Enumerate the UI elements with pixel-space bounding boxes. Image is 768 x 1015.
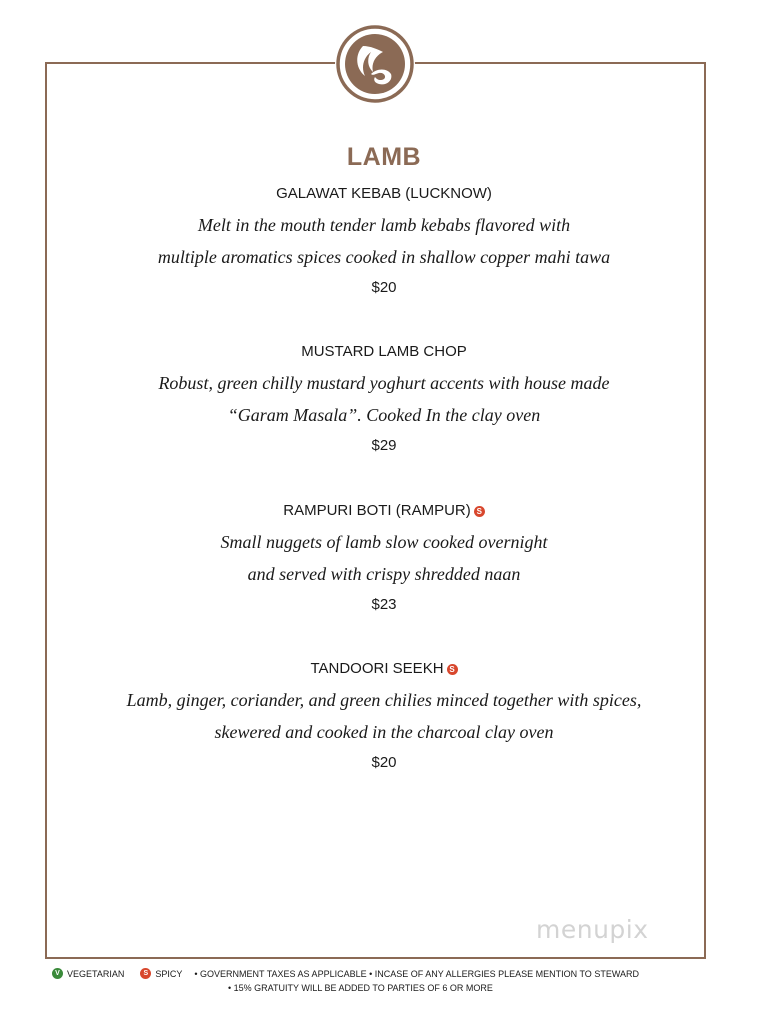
spicy-icon: S (140, 968, 151, 979)
peacock-logo-icon (335, 24, 415, 104)
legend-vegetarian: V VEGETARIAN (52, 968, 124, 979)
item-name: RAMPURI BOTI (RAMPUR) S (0, 500, 768, 522)
item-name: TANDOORI SEEKH S (0, 658, 768, 680)
spicy-icon: S (474, 506, 485, 517)
menu-item-rampuri-boti (0, 500, 768, 616)
watermark: menupix (536, 915, 649, 944)
item-price: $29 (371, 437, 397, 454)
item-description: Lamb, ginger, coriander, and green chilies minced together with spices, skewered and cooked in the charcoal clay oven (126, 690, 642, 742)
footer-note-2: • 15% GRATUITY WILL BE ADDED TO PARTIES OF 6 OR MORE (228, 983, 493, 993)
item-description: Small nuggets of lamb slow cooked overnight and served with crispy shredded naan (220, 532, 548, 584)
item-name: MUSTARD LAMB CHOP (301, 343, 467, 360)
legend-spicy: S SPICY (140, 968, 182, 979)
vegetarian-icon: V (52, 968, 63, 979)
restaurant-logo (335, 24, 415, 104)
footer-note-1: • GOVERNMENT TAXES AS APPLICABLE • INCASE OF ANY ALLERGIES PLEASE MENTION TO STEWARD (194, 968, 639, 979)
item-description: Robust, green chilly mustard yoghurt accents with house made “Garam Masala”. Cooked In the clay oven (158, 373, 610, 425)
item-description: Melt in the mouth tender lamb kebabs flavored with multiple aromatics spices cooked in shallow copper mahi tawa (157, 215, 611, 267)
item-price: $23 (371, 596, 397, 613)
menu-item-mustard-lamb-chop (0, 341, 768, 457)
spicy-icon: S (447, 664, 458, 675)
item-price: $20 (371, 279, 397, 296)
item-price: $20 (371, 754, 397, 771)
section-title: LAMB (346, 143, 422, 171)
footer-line-1 (52, 968, 639, 979)
menu-item-tandoori-seekh (0, 658, 768, 774)
menu-item-galawat-kebab (0, 183, 768, 299)
item-name: GALAWAT KEBAB (LUCKNOW) (276, 185, 492, 202)
